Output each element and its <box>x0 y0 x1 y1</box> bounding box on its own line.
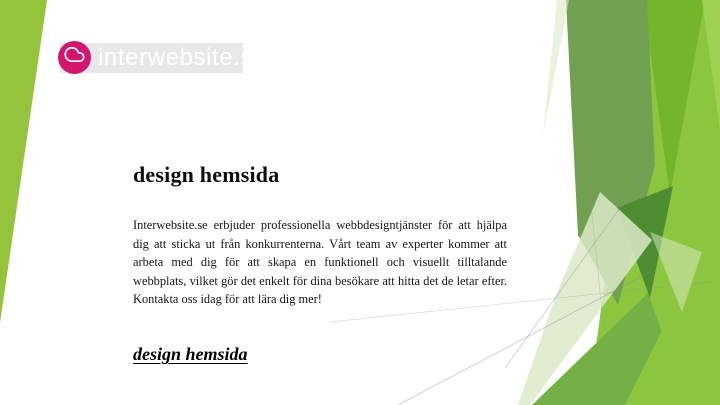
logo-text: interwebsite.se <box>98 44 268 71</box>
page-title: design hemsida <box>133 162 280 187</box>
logo[interactable] <box>58 41 268 75</box>
facet-pale-sliver <box>543 0 569 135</box>
cloud-icon <box>58 41 91 74</box>
left-stripe <box>0 0 47 323</box>
body-paragraph: Interwebsite.se erbjuder professionella webbdesigntjänster för att hjälpa dig att sticka ut från konkurrenterna. Vårt team av experter kommer att arbeta med dig för att skapa en funktionell och visuellt tilltalande webbplats, vilket gör det enkelt för dina besökare att hitta det de letar efter. Kontakta oss idag för att lära dig mer! <box>133 218 507 306</box>
design-hemsida-link[interactable]: design hemsida <box>133 344 248 364</box>
